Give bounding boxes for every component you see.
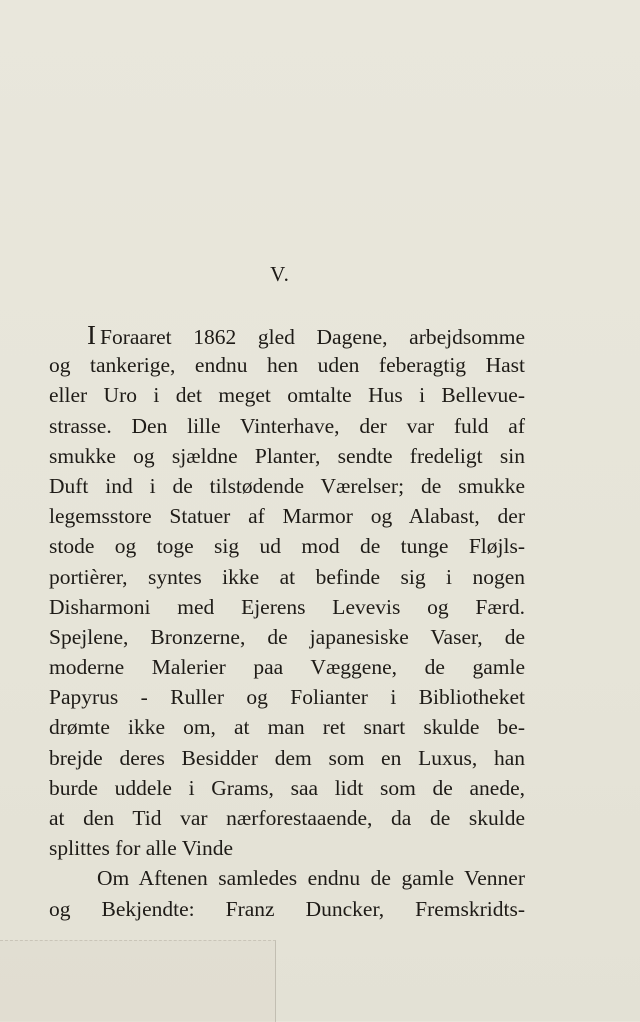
text-line: Spejlene, Bronzerne, de japanesiske Vaser, de [49, 624, 525, 649]
first-line-text: Foraaret 1862 gled Dagene, arbejdsomme [100, 325, 525, 349]
chapter-heading: V. [270, 262, 290, 286]
text-line: at den Tid var nærforestaaende, da de skulde [49, 806, 525, 830]
text-line: moderne Malerier paa Væggene, de gamle [49, 655, 525, 680]
body-text [49, 320, 525, 924]
text-line: strasse. Den lille Vinterhave, der var fuld af [49, 413, 525, 438]
scan-edge-strip [0, 940, 276, 1022]
text-line: og tankerige, endnu hen uden feberagtig Hast [49, 353, 525, 378]
text-line: eller Uro i det meget omtalte Hus i Bellevue- [49, 383, 525, 408]
text-line: stode og toge sig ud mod de tunge Fløjls- [49, 534, 525, 559]
text-line: burde uddele i Grams, saa lidt som de anede, [49, 775, 525, 800]
text-line: brejde deres Besidder dem som en Luxus, han [49, 745, 525, 770]
text-line: og Bekjendte: Franz Duncker, Fremskridts- [49, 896, 525, 921]
text-line [49, 320, 525, 350]
text-line: Om Aftenen samledes endnu de gamle Venner [97, 866, 525, 891]
drop-cap: I [87, 320, 96, 350]
text-line: portièrer, syntes ikke at befinde sig i nogen [49, 564, 525, 589]
text-line: smukke og sjældne Planter, sendte fredeligt sin [49, 443, 525, 468]
text-line: drømte ikke om, at man ret snart skulde be- [49, 715, 525, 740]
text-line: legemsstore Statuer af Marmor og Alabast, der [49, 504, 525, 529]
text-line: Disharmoni med Ejerens Levevis og Færd. [49, 594, 525, 619]
text-line: Papyrus - Ruller og Folianter i Bibliotheket [49, 685, 525, 710]
text-line: splittes for alle Vinde [49, 836, 234, 861]
text-line: Duft ind i de tilstødende Værelser; de smukke [49, 473, 525, 498]
